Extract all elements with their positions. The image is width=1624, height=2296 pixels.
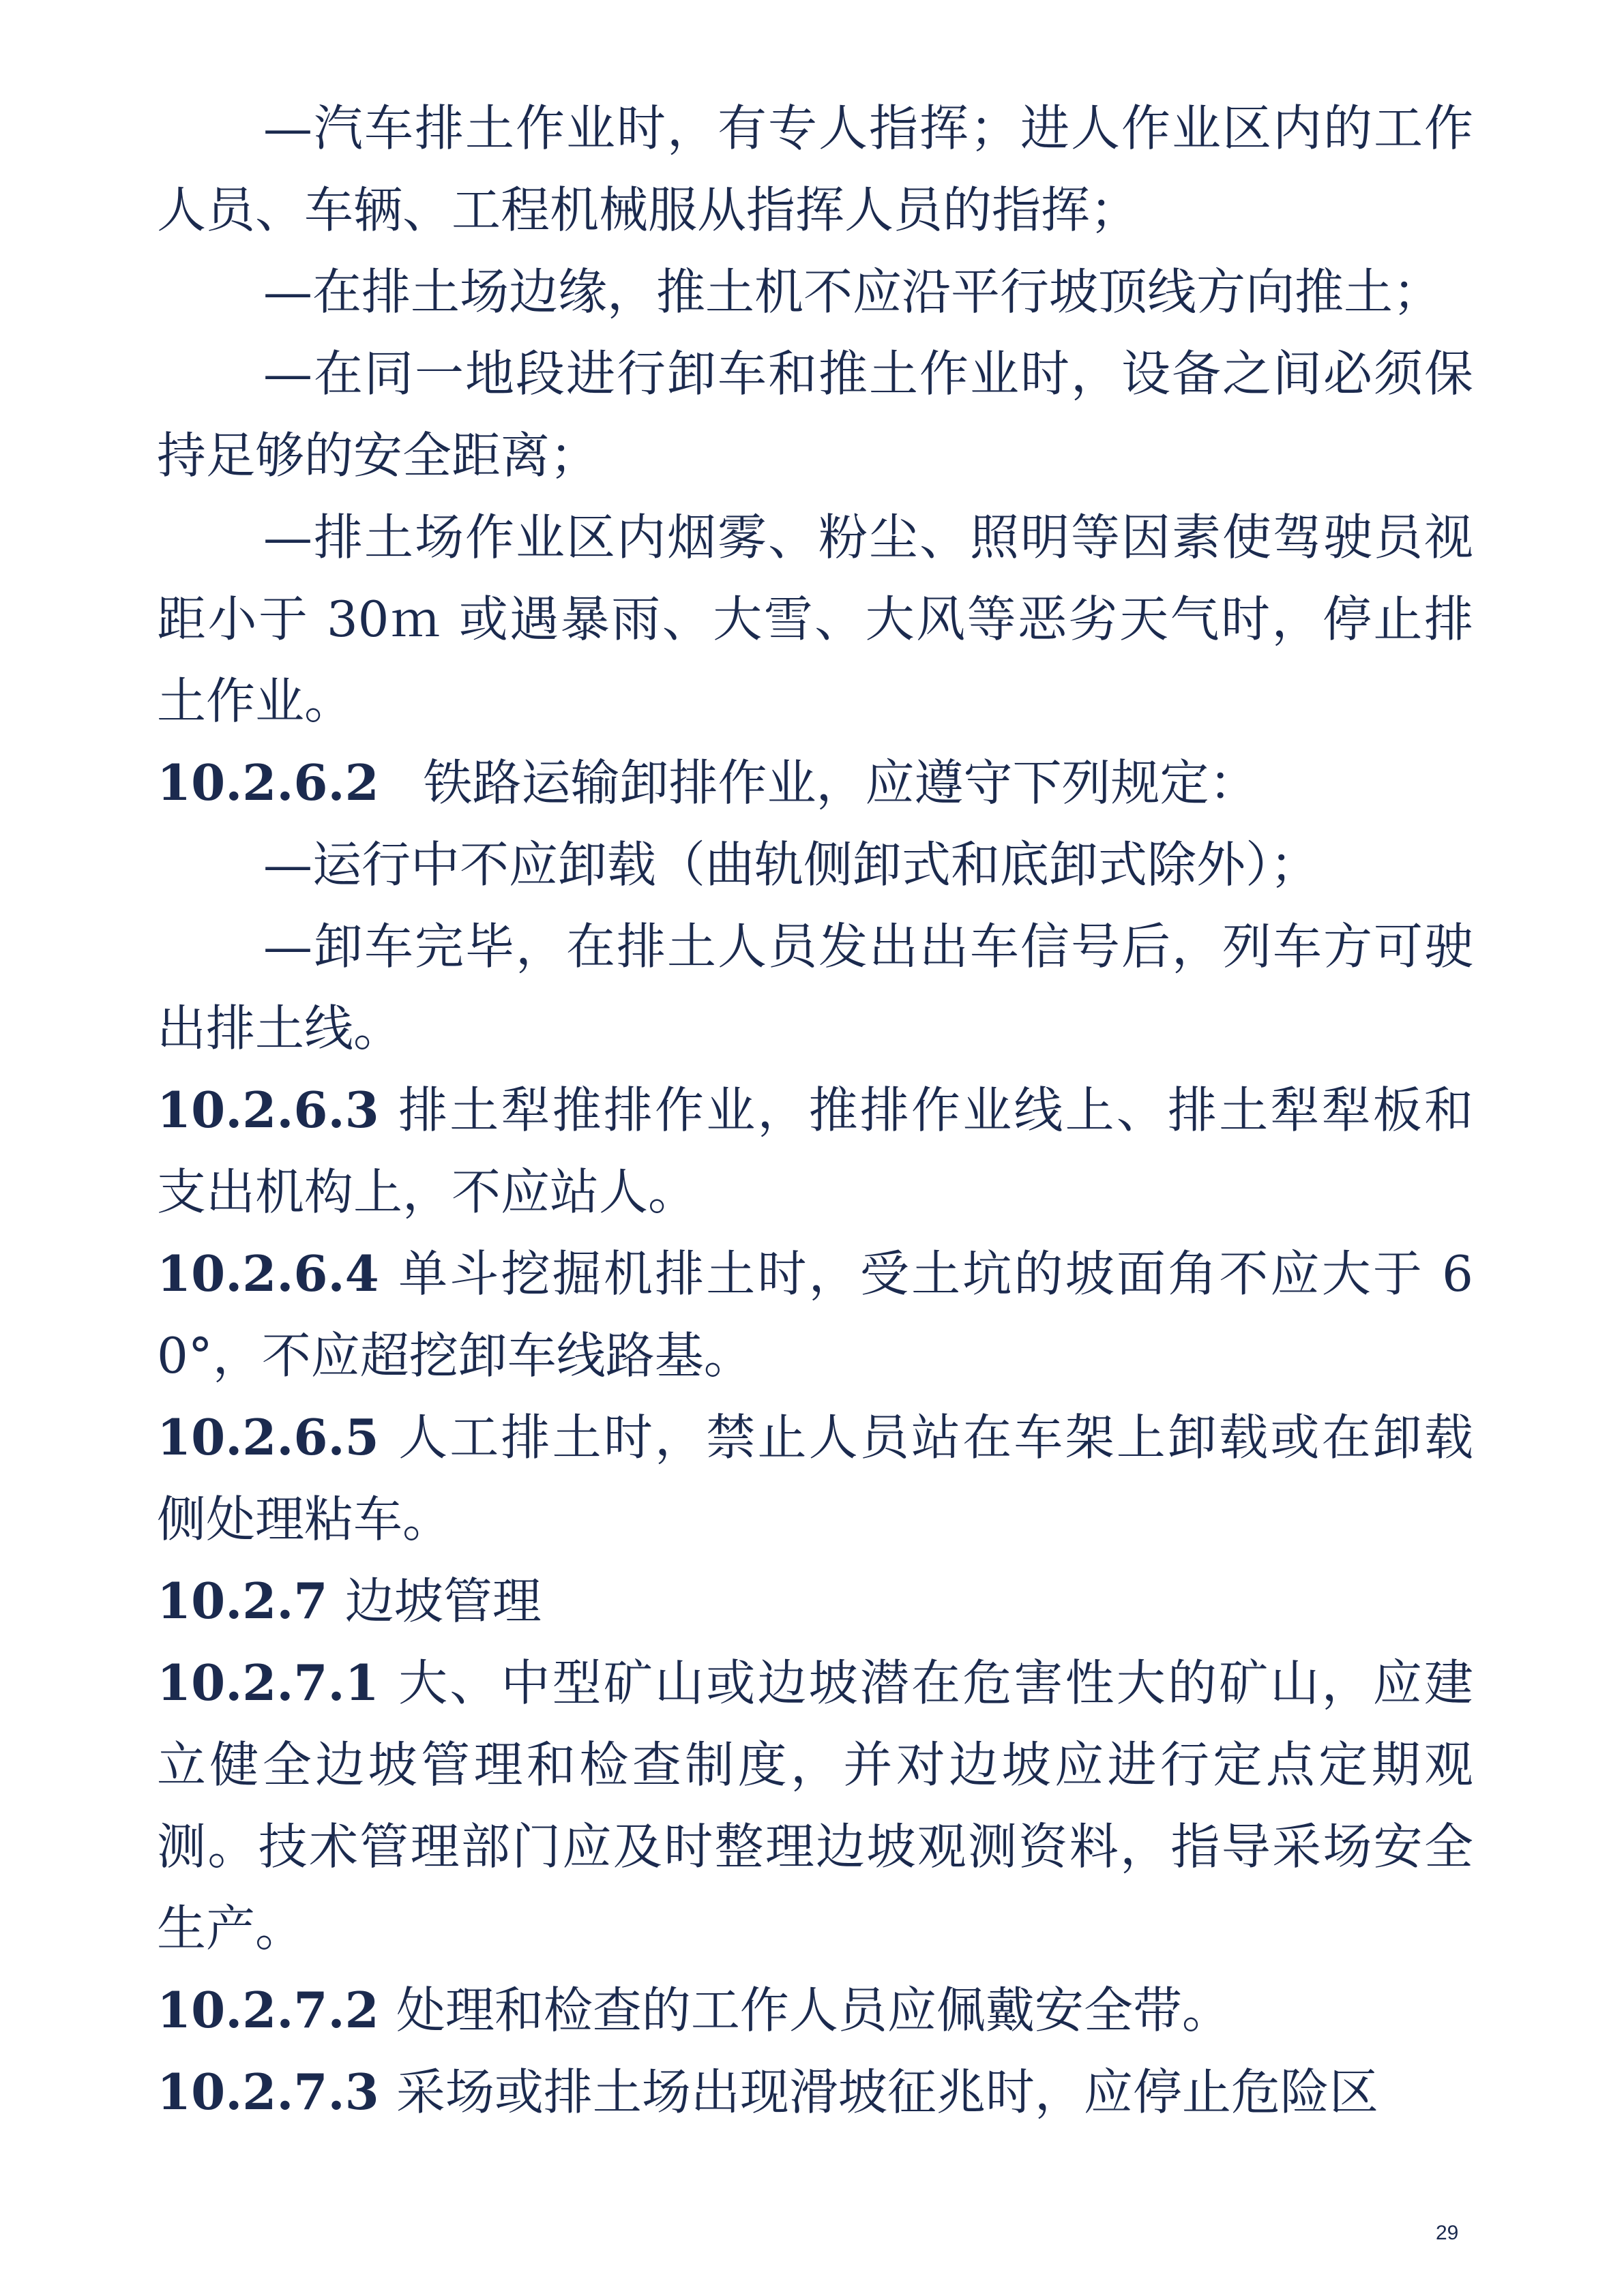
- paragraph-text: —在同一地段进行卸车和推土作业时，设备之间必须保持足够的安全距离；: [157, 345, 1473, 484]
- paragraph-7: [157, 906, 1473, 1069]
- section-10-2-7: [157, 1560, 1473, 1642]
- paragraph-text: —运行中不应卸载（曲轨侧卸式和底卸式除外）；: [263, 836, 1320, 893]
- clause-10-2-6-4: [157, 1233, 1473, 1397]
- clause-text: 大、中型矿山或边坡潜在危害性大的矿山，应建立健全边坡管理和检查制度，并对边坡应进行定点定期观测。技术管理部门应及时整理边坡观测资料，指导采场安全生产。: [157, 1654, 1473, 1957]
- clause-10-2-7-2: [157, 1969, 1473, 2051]
- clause-10-2-6-3: [157, 1069, 1473, 1233]
- clause-number: 10.2.7.3: [157, 2063, 379, 2121]
- page-number: 29: [1436, 2222, 1459, 2244]
- paragraph-2: [157, 251, 1473, 333]
- paragraph-text: —排土场作业区内烟雾、粉尘、照明等因素使驾驶员视距小于 30ｍ 或遇暴雨、大雪、大风等恶劣天气时，停止排土作业。: [157, 509, 1473, 730]
- paragraph-1: [157, 87, 1473, 251]
- paragraph-3: [157, 333, 1473, 496]
- paragraph-6: [157, 824, 1473, 906]
- clause-number: 10.2.6.4: [157, 1244, 379, 1302]
- clause-number: 10.2.7.2: [157, 1981, 379, 2039]
- clause-text: 单斗挖掘机排土时，受土坑的坡面角不应大于 60°，不应超挖卸车线路基。: [157, 1245, 1473, 1384]
- clause-text: 排土犁推排作业，推排作业线上、排土犁犁板和支出机构上，不应站人。: [157, 1082, 1473, 1221]
- clause-text: 铁路运输卸排作业，应遵守下列规定：: [423, 754, 1258, 811]
- clause-number: 10.2.6.3: [157, 1081, 379, 1139]
- paragraph-text: —在排土场边缘，推土机不应沿平行坡顶线方向推土；: [263, 263, 1443, 320]
- clause-number: 10.2.6.2: [157, 754, 379, 811]
- paragraph-text: —卸车完毕，在排土人员发出出车信号后，列车方可驶出排土线。: [157, 918, 1473, 1057]
- section-title: 边坡管理: [344, 1572, 542, 1630]
- clause-10-2-6-5: [157, 1397, 1473, 1560]
- clause-text: 处理和检查的工作人员应佩戴安全带。: [396, 1982, 1231, 2039]
- clause-10-2-6-2: [157, 742, 1473, 824]
- clause-text: 人工排土时，禁止人员站在车架上卸载或在卸载侧处理粘车。: [157, 1409, 1473, 1548]
- clause-10-2-7-3: [157, 2051, 1473, 2133]
- clause-10-2-7-1: [157, 1642, 1473, 1969]
- clause-number: 10.2.7.1: [157, 1654, 379, 1712]
- clause-number: 10.2.6.5: [157, 1408, 379, 1466]
- document-body: [157, 87, 1473, 2133]
- section-number: 10.2.7: [157, 1572, 328, 1630]
- paragraph-text: —汽车排土作业时，有专人指挥；进人作业区内的工作人员、车辆、工程机械服从指挥人员的指挥；: [157, 100, 1473, 239]
- paragraph-4: [157, 496, 1473, 742]
- clause-text: 采场或排土场出现滑坡征兆时，应停止危险区: [396, 2063, 1378, 2121]
